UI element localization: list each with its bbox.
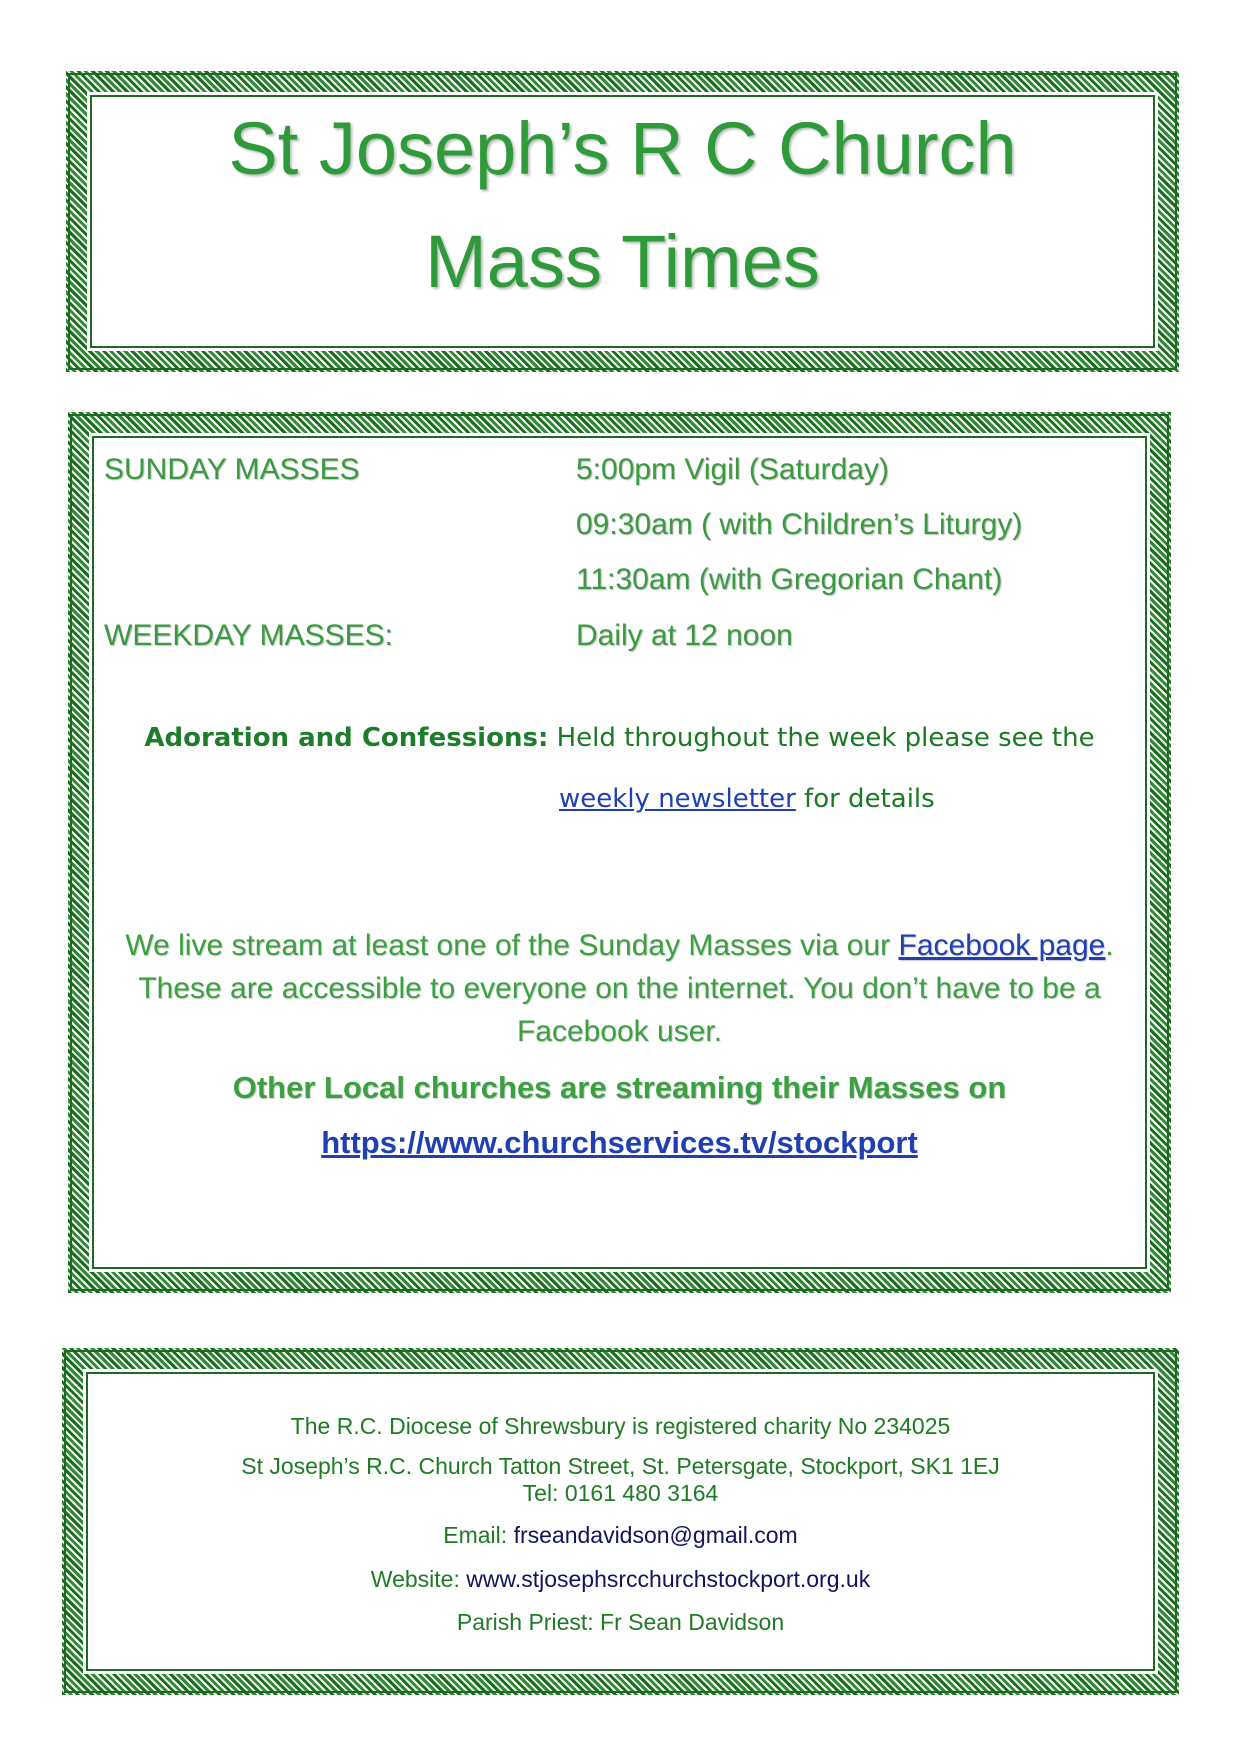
email-value[interactable]: frseandavidson@gmail.com	[513, 1522, 798, 1548]
website-label: Website:	[370, 1566, 467, 1592]
page-title: St Joseph’s R C Church	[228, 107, 1017, 190]
adoration-label: Adoration and Confessions:	[144, 723, 549, 753]
tel-line: Tel: 0161 480 3164	[522, 1480, 719, 1506]
newsletter-after-text: for details	[795, 784, 935, 814]
sunday-time-vigil: 5:00pm Vigil (Saturday)	[576, 453, 889, 486]
parish-priest-line: Parish Priest: Fr Sean Davidson	[456, 1609, 785, 1635]
churchservices-url-line	[89, 1125, 1150, 1161]
other-churches-heading: Other Local churches are streaming their Masses on	[232, 1070, 1007, 1105]
sunday-time-0930: 09:30am ( with Children’s Liturgy)	[576, 508, 1023, 541]
weekday-masses-label: WEEKDAY MASSES:	[104, 619, 393, 652]
newsletter-line	[559, 784, 1150, 814]
adoration-text: Held throughout the week please see the	[548, 723, 1095, 753]
sunday-time-1130: 11:30am (with Gregorian Chant)	[576, 563, 1003, 596]
livestream-text-after: . These are accessible to everyone on the internet. You don’t have to be a Facebook user.	[138, 929, 1114, 1048]
website-value[interactable]: www.stjosephsrcchurchstockport.org.uk	[466, 1566, 871, 1592]
email-label: Email:	[443, 1522, 514, 1548]
mass-times-frame	[68, 412, 1171, 1293]
churchservices-link[interactable]: https://www.churchservices.tv/stockport	[321, 1125, 918, 1160]
facebook-page-link[interactable]: Facebook page	[898, 929, 1106, 962]
adoration-line	[89, 723, 1150, 753]
footer-frame	[62, 1348, 1179, 1695]
livestream-paragraph	[109, 924, 1130, 1053]
website-line	[83, 1566, 1158, 1593]
livestream-text-before: We live stream at least one of the Sunday Masses via our	[125, 929, 899, 962]
weekly-newsletter-link[interactable]: weekly newsletter	[559, 784, 796, 814]
title-frame	[66, 71, 1179, 372]
address-line: St Joseph’s R.C. Church Tatton Street, St. Petersgate, Stockport, SK1 1EJ	[241, 1453, 1000, 1479]
page-subtitle: Mass Times	[425, 220, 820, 303]
weekday-time: Daily at 12 noon	[576, 619, 793, 652]
email-line	[83, 1522, 1158, 1549]
sunday-masses-label: SUNDAY MASSES	[104, 453, 360, 486]
charity-line: The R.C. Diocese of Shrewsbury is registered charity No 234025	[290, 1413, 951, 1439]
